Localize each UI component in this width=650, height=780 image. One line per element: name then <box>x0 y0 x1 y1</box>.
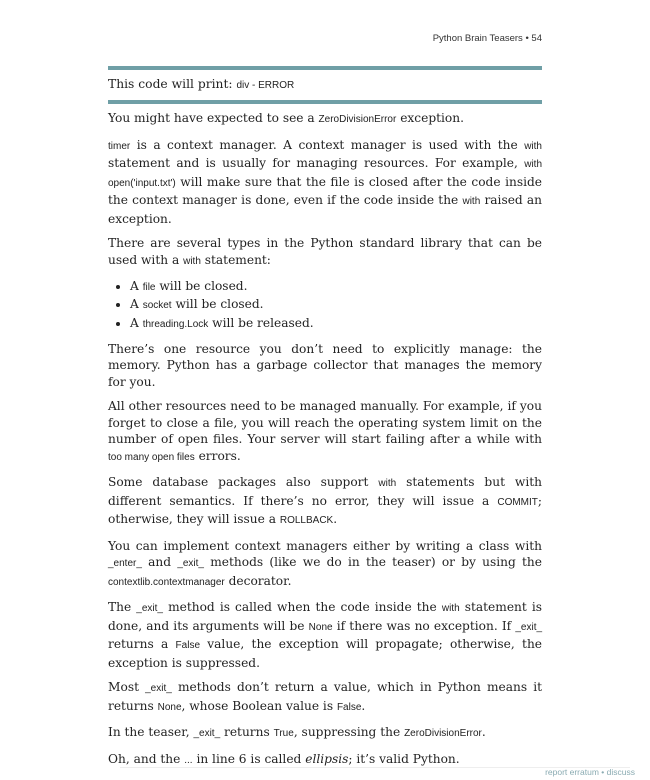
text: statement is done, and its arguments will be <box>108 600 543 633</box>
inline-code: True <box>273 728 294 740</box>
text: statement: <box>204 252 271 267</box>
resource-list <box>108 278 542 333</box>
paragraph-1 <box>108 110 542 129</box>
paragraph-10 <box>108 724 542 743</box>
text: There are several types in the Python standard library that can be used with a <box>108 236 542 267</box>
inline-code: with <box>524 140 542 152</box>
inline-code: _exit_ <box>515 621 543 633</box>
inline-code: with <box>462 196 481 207</box>
text: statement and is usually for managing resources. For example, <box>108 156 518 170</box>
inline-code: contextlib.contextmanager <box>108 576 225 588</box>
inline-code: with open('input.txt') <box>108 159 543 189</box>
running-header <box>433 33 542 44</box>
text: will be released. <box>212 315 314 330</box>
text: method is called when the code inside the <box>168 600 437 615</box>
text: will be closed. <box>159 279 248 293</box>
output-top-rule <box>108 66 542 70</box>
inline-code: ZeroDivisionError <box>404 728 482 740</box>
text: and <box>148 555 172 570</box>
emphasis: ellipsis <box>305 751 349 766</box>
list-item <box>130 296 542 314</box>
text: , suppressing the <box>293 725 401 740</box>
inline-code: ROLLBACK <box>279 515 334 527</box>
inline-code: _exit_ <box>145 683 172 695</box>
inline-code: False <box>336 701 362 713</box>
discuss-link[interactable]: discuss <box>606 767 635 777</box>
text: ; it’s valid Python. <box>348 751 460 766</box>
text: returns <box>224 725 270 740</box>
text: A <box>130 297 139 312</box>
text: All other resources need to be managed manually. For example, if you forget to close a file, you will reach the operating system limit on the number of open files. Your server will start failing after a while with <box>108 399 542 447</box>
paragraph-7 <box>108 538 542 592</box>
inline-code: with <box>441 603 460 615</box>
text: exception. <box>400 111 464 125</box>
text: You can implement context managers either by writing a class with <box>108 538 542 553</box>
inline-code: COMMIT <box>497 496 538 508</box>
list-item <box>130 315 542 333</box>
output-label: This code will print: <box>108 77 233 91</box>
text: , whose Boolean value is <box>181 698 334 713</box>
text: in line 6 is called <box>196 751 302 766</box>
text: A <box>130 279 139 293</box>
inline-code: with <box>183 255 201 267</box>
text: . <box>481 725 486 740</box>
text: methods don’t return a value, which in Python means it returns <box>108 680 543 713</box>
inline-code: _exit_ <box>177 558 204 570</box>
output-value: div - ERROR <box>236 80 295 91</box>
paragraph-6 <box>108 474 542 530</box>
paragraph-4: There’s one resource you don’t need to explicitly manage: the memory. Python has a garbage collector that manages the memory for you. <box>108 341 542 389</box>
text: is a context manager. A context manager is used with the <box>136 137 518 152</box>
inline-code: _enter_ <box>108 558 142 570</box>
text: will be closed. <box>175 297 264 312</box>
inline-code: None <box>308 621 333 633</box>
text: if there was no exception. If <box>336 618 512 633</box>
text: methods (like we do in the teaser) or by using the <box>210 555 542 570</box>
inline-code: _exit_ <box>193 728 221 740</box>
page-number: 54 <box>531 33 542 44</box>
inline-code: ... <box>184 754 193 766</box>
paragraph-5 <box>108 398 542 466</box>
inline-code: with <box>378 478 397 490</box>
body-text <box>108 110 542 777</box>
output-bottom-rule <box>108 100 542 104</box>
text: In the teaser, <box>108 725 190 740</box>
text: Most <box>108 680 139 695</box>
header-bullet: • <box>525 33 529 44</box>
paragraph-8 <box>108 599 542 671</box>
inline-code: too many open files <box>108 451 195 463</box>
text: . <box>361 698 366 713</box>
list-item <box>130 278 542 296</box>
text: You might have expected to see a <box>108 111 315 125</box>
paragraph-2 <box>108 137 542 228</box>
footer-separator: • <box>601 767 605 777</box>
text: returns a <box>108 637 169 652</box>
footer-links <box>545 767 635 777</box>
text: . <box>333 512 338 527</box>
book-title: Python Brain Teasers <box>432 33 523 44</box>
text: raised an exception. <box>108 193 543 226</box>
report-erratum-link[interactable]: report erratum <box>545 767 599 777</box>
inline-code: timer <box>108 140 131 152</box>
text: Oh, and the <box>108 751 181 766</box>
inline-code: threading.Lock <box>142 318 209 330</box>
inline-code: False <box>175 640 200 652</box>
text: value, the exception will propagate; otherwise, the exception is suppressed. <box>108 637 543 670</box>
inline-code: None <box>157 701 182 713</box>
text: The <box>108 600 132 615</box>
text: ; otherwise, they will issue a <box>108 493 542 527</box>
inline-code: socket <box>142 300 172 312</box>
paragraph-9 <box>108 679 542 716</box>
text: Some database packages also support <box>108 475 369 490</box>
text: will make sure that the file is closed after the code inside the context manager is done, even if the code inside the <box>108 174 542 207</box>
text: statements but with different semantics. If there’s no error, they will issue a <box>108 475 543 508</box>
text: A <box>130 315 139 330</box>
paragraph-3 <box>108 235 542 270</box>
inline-code: _exit_ <box>136 603 163 615</box>
output-box <box>108 75 542 95</box>
inline-code: ZeroDivisionError <box>318 114 397 125</box>
text: errors. <box>198 448 241 463</box>
text: decorator. <box>228 573 292 588</box>
inline-code: file <box>142 282 156 293</box>
